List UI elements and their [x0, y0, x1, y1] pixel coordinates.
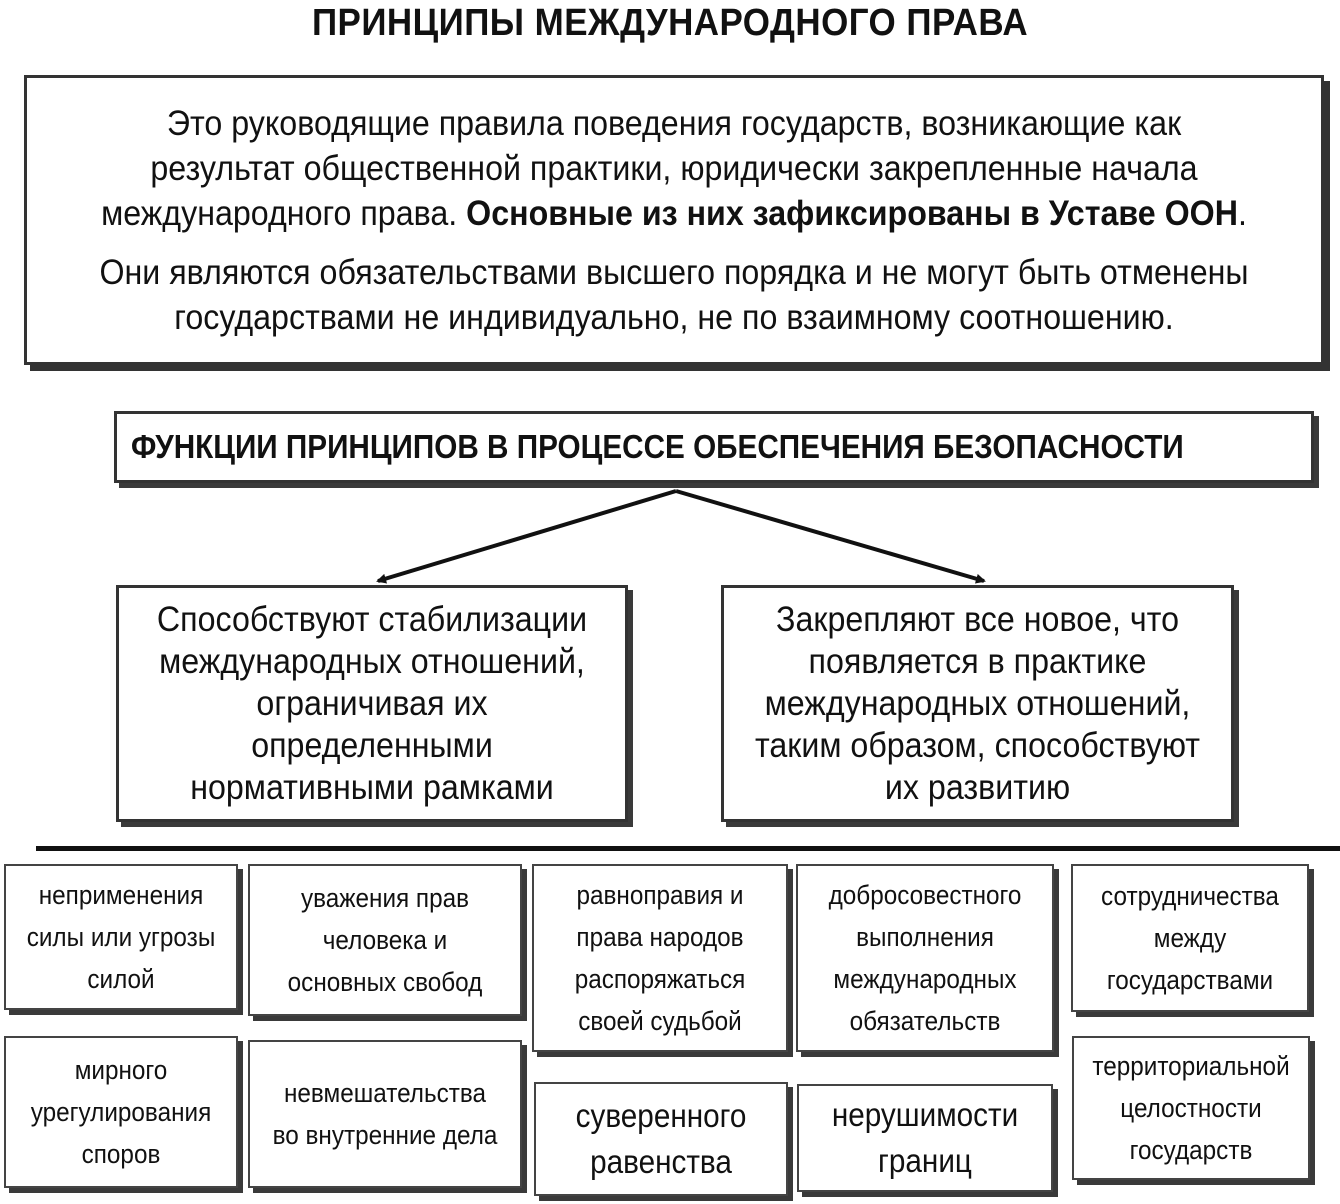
principle-label: добросовестного выполнения международных обязательств	[828, 880, 1022, 1036]
definition-period: .	[1237, 193, 1247, 233]
definition-bold-text: Основные из них зафиксированы в Уставе ООН	[466, 193, 1238, 233]
arrow-to-right-function	[676, 491, 984, 581]
definition-text: Это руководящие правила поведения государств, возникающие как результат общественной практики, юридически закрепленные начала международного права.	[101, 103, 1198, 233]
page-title: ПРИНЦИПЫ МЕЖДУНАРОДНОГО ПРАВА	[311, 2, 1029, 44]
principle-label: территориальной целостности государств	[1092, 1051, 1290, 1165]
principle-label: мирного урегулирования споров	[30, 1055, 212, 1169]
divider-line	[36, 846, 1340, 851]
principle-good-faith	[796, 864, 1054, 1052]
arrow-to-left-function	[378, 491, 676, 581]
principle-label: невмешательства во внутренние дела	[272, 1078, 498, 1150]
function-development-box	[721, 585, 1234, 822]
principle-label: суверенного равенства	[575, 1097, 747, 1180]
principle-inviolability-of-borders	[797, 1084, 1053, 1192]
principle-label: равноправия и права народов распоряжаться своей судьбой	[574, 880, 746, 1036]
principle-label: неприменения силы или угрозы силой	[26, 880, 216, 994]
principle-label: нерушимости границ	[831, 1096, 1019, 1179]
definition-paragraph-1	[92, 101, 1257, 236]
functions-title: ФУНКЦИИ ПРИНЦИПОВ В ПРОЦЕССЕ ОБЕСПЕЧЕНИЯ БЕЗОПАСНОСТИ	[131, 428, 1184, 465]
function-stabilization-box	[116, 585, 628, 822]
function-stabilization-text: Способствуют стабилизации международных отношений, ограничивая их определенными нормативными рамками	[156, 599, 588, 807]
definition-box	[24, 75, 1324, 365]
principle-cooperation	[1071, 864, 1309, 1012]
principle-human-rights	[248, 864, 522, 1016]
principle-self-determination	[532, 864, 788, 1052]
principle-non-use-of-force	[4, 864, 238, 1010]
function-development-text: Закрепляют все новое, что появляется в практике международных отношений, таким образом, способствуют их развитию	[754, 599, 1201, 807]
principle-territorial-integrity	[1072, 1036, 1310, 1180]
principle-label: сотрудничества между государствами	[1101, 881, 1279, 995]
principle-label: уважения прав человека и основных свобод	[287, 883, 483, 997]
definition-paragraph-2: Они являются обязательствами высшего порядка и не могут быть отменены государствами не индивидуально, не по взаимному соотношению.	[99, 252, 1249, 337]
principle-sovereign-equality	[534, 1082, 788, 1196]
functions-title-box	[114, 411, 1314, 483]
principle-peaceful-settlement	[4, 1036, 238, 1188]
principle-non-intervention	[248, 1040, 522, 1188]
